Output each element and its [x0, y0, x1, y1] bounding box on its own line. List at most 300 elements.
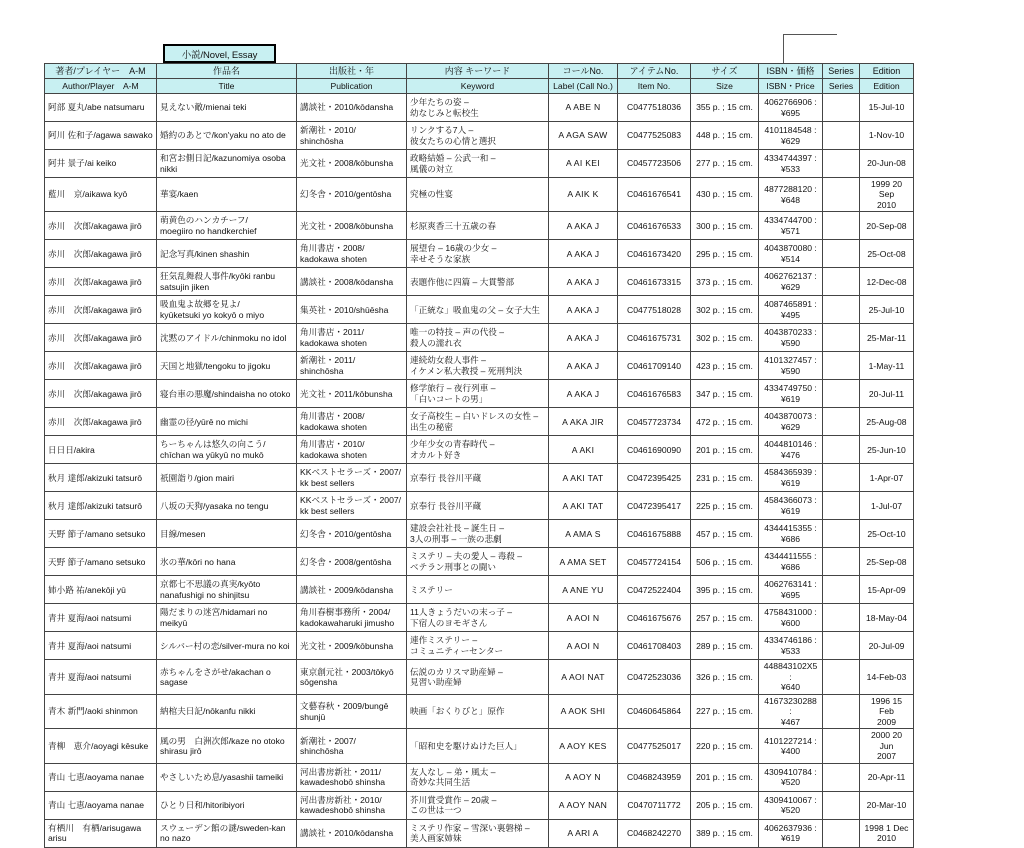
cell-label[interactable]: A AKA J	[549, 212, 618, 240]
table-row	[45, 122, 914, 150]
cell-edition[interactable]: 25-Jul-10	[860, 296, 914, 324]
cell-keyword[interactable]: 修学旅行 – 夜行列車 – 「白いコートの男」	[407, 380, 549, 408]
cell-edition[interactable]: 2000 20 Jun 2007	[860, 729, 914, 763]
cell-isbn[interactable]: 4309410784 : ¥520	[759, 763, 823, 791]
table-row	[45, 520, 914, 548]
cell-item[interactable]: C0457724154	[618, 548, 691, 576]
cell-title[interactable]: 風の男 白洲次郎/kaze no otoko shirasu jirō	[157, 729, 297, 763]
cell-edition[interactable]: 20-Jul-11	[860, 380, 914, 408]
cell-keyword[interactable]: 「昭和史を駆けぬけた巨人」	[407, 729, 549, 763]
cell-publication[interactable]: 角川春樹事務所・2004/ kadokawaharuki jimusho	[297, 604, 407, 632]
cell-keyword[interactable]: 展望台 – 16歳の少女 – 幸せそうな家族	[407, 240, 549, 268]
cell-isbn[interactable]: 4101227214 : ¥400	[759, 729, 823, 763]
cell-edition[interactable]: 20-Sep-08	[860, 212, 914, 240]
cell-series[interactable]	[823, 122, 860, 150]
cell-publication[interactable]: 文藝春秋・2009/bungē shunjū	[297, 694, 407, 728]
cell-author[interactable]: 日日日/akira	[45, 436, 157, 464]
table-row	[45, 548, 914, 576]
cell-item[interactable]: C0477518036	[618, 94, 691, 122]
cell-series[interactable]	[823, 380, 860, 408]
cell-publication[interactable]: 角川書店・2008/ kadokawa shoten	[297, 408, 407, 436]
cell-edition[interactable]: 25-Mar-11	[860, 324, 914, 352]
cell-series[interactable]	[823, 576, 860, 604]
cell-author[interactable]: 赤川 次郎/akagawa jirō	[45, 324, 157, 352]
cell-keyword[interactable]: 少年たちの姿 – 幼なじみと転校生	[407, 94, 549, 122]
cell-label[interactable]: A AOY N	[549, 763, 618, 791]
cell-keyword[interactable]: 杉原爽香三十五歳の春	[407, 212, 549, 240]
cell-size[interactable]: 326 p. ; 15 cm.	[691, 660, 759, 694]
cell-series[interactable]	[823, 464, 860, 492]
cell-edition[interactable]: 15-Apr-09	[860, 576, 914, 604]
cell-size[interactable]: 302 p. ; 15 cm.	[691, 296, 759, 324]
cell-author[interactable]: 天野 節子/amano setsuko	[45, 548, 157, 576]
cell-item[interactable]: C0461675888	[618, 520, 691, 548]
cell-size[interactable]: 506 p. ; 15 cm.	[691, 548, 759, 576]
cell-author[interactable]: 青木 新門/aoki shinmon	[45, 694, 157, 728]
cell-size[interactable]: 347 p. ; 15 cm.	[691, 380, 759, 408]
cell-title[interactable]: 京都七不思議の真実/kyōto nanafushigi no shinjitsu	[157, 576, 297, 604]
cell-publication[interactable]: 東京創元社・2003/tōkyō sōgensha	[297, 660, 407, 694]
cell-series[interactable]	[823, 296, 860, 324]
cell-item[interactable]: C0461673315	[618, 268, 691, 296]
cell-size[interactable]: 430 p. ; 15 cm.	[691, 178, 759, 212]
cell-item[interactable]: C0470711772	[618, 791, 691, 819]
cell-size[interactable]: 220 p. ; 15 cm.	[691, 729, 759, 763]
header-item-jp[interactable]: アイテムNo.	[618, 64, 691, 79]
cell-size[interactable]: 373 p. ; 15 cm.	[691, 268, 759, 296]
cell-publication[interactable]: 新潮社・2007/ shinchōsha	[297, 729, 407, 763]
cell-keyword[interactable]: リンクする7人 – 彼女たちの心情と選択	[407, 122, 549, 150]
cell-keyword[interactable]: 京奉行 長谷川平蔵	[407, 464, 549, 492]
cell-label[interactable]: A AOY NAN	[549, 791, 618, 819]
cell-label[interactable]: A AKA J	[549, 240, 618, 268]
table-row	[45, 763, 914, 791]
cell-label[interactable]: A AOI NAT	[549, 660, 618, 694]
table-row	[45, 178, 914, 212]
cell-item[interactable]: C0461690090	[618, 436, 691, 464]
cell-isbn[interactable]: 41673230288 : ¥467	[759, 694, 823, 728]
header-label-jp[interactable]: コールNo.	[549, 64, 618, 79]
cell-keyword[interactable]: 11人きょうだいの末っ子 – 下宿人のヨモギさん	[407, 604, 549, 632]
cell-label[interactable]: A AKA J	[549, 352, 618, 380]
cell-series[interactable]	[823, 819, 860, 847]
table-row	[45, 660, 914, 694]
table-row	[45, 819, 914, 847]
cell-item[interactable]: C0472522404	[618, 576, 691, 604]
cell-isbn[interactable]: 4584366073 : ¥619	[759, 492, 823, 520]
cell-size[interactable]: 457 p. ; 15 cm.	[691, 520, 759, 548]
header-size-en[interactable]: Size	[691, 79, 759, 94]
cell-title[interactable]: 納棺夫日記/nōkanfu nikki	[157, 694, 297, 728]
cell-isbn[interactable]: 4101184548 : ¥629	[759, 122, 823, 150]
cell-title[interactable]: 幽霊の径/yūrē no michi	[157, 408, 297, 436]
header-isbn-en[interactable]: ISBN・Price	[759, 79, 823, 94]
cell-item[interactable]: C0477518028	[618, 296, 691, 324]
cell-publication[interactable]: 河出書房新社・2010/ kawadeshobō shinsha	[297, 791, 407, 819]
cell-size[interactable]: 395 p. ; 15 cm.	[691, 576, 759, 604]
header-author-jp[interactable]: 著者/プレイヤー A-M	[45, 64, 157, 79]
cell-publication[interactable]: 新潮社・2010/ shinchōsha	[297, 122, 407, 150]
cell-author[interactable]: 天野 節子/amano setsuko	[45, 520, 157, 548]
cell-title[interactable]: 華宴/kaen	[157, 178, 297, 212]
cell-label[interactable]: A AMA SET	[549, 548, 618, 576]
cell-title[interactable]: ちーちゃんは悠久の向こう/ chīchan wa yūkyū no mukō	[157, 436, 297, 464]
cell-keyword[interactable]: ミステリ – 夫の愛人 – 毒殺 – ベテラン刑事との闘い	[407, 548, 549, 576]
cell-isbn[interactable]: 4062762137 : ¥629	[759, 268, 823, 296]
cell-item[interactable]: C0461673420	[618, 240, 691, 268]
cell-title[interactable]: 見えない敵/mienai teki	[157, 94, 297, 122]
cell-isbn[interactable]: 4877288120 : ¥648	[759, 178, 823, 212]
cell-author[interactable]: 阿川 佐和子/agawa sawako	[45, 122, 157, 150]
cell-item[interactable]: C0461676533	[618, 212, 691, 240]
cell-edition[interactable]: 1999 20 Sep 2010	[860, 178, 914, 212]
header-title-jp[interactable]: 作品名	[157, 64, 297, 79]
cell-edition[interactable]: 25-Jun-10	[860, 436, 914, 464]
cell-publication[interactable]: 幻冬舎・2010/gentōsha	[297, 520, 407, 548]
cell-publication[interactable]: 講談社・2010/kōdansha	[297, 819, 407, 847]
cell-size[interactable]: 289 p. ; 15 cm.	[691, 632, 759, 660]
cell-label[interactable]: A AMA S	[549, 520, 618, 548]
cell-title[interactable]: 萌黄色のハンカチーフ/ moegiiro no handkerchief	[157, 212, 297, 240]
cell-edition[interactable]: 20-Mar-10	[860, 791, 914, 819]
cell-size[interactable]: 227 p. ; 15 cm.	[691, 694, 759, 728]
cell-publication[interactable]: 光文社・2008/kōbunsha	[297, 150, 407, 178]
cell-series[interactable]	[823, 548, 860, 576]
cell-title[interactable]: 寝台車の悪魔/shindaisha no otoko	[157, 380, 297, 408]
cell-edition[interactable]: 1-May-11	[860, 352, 914, 380]
cell-title[interactable]: 氷の華/kōri no hana	[157, 548, 297, 576]
cell-isbn[interactable]: 4758431000 : ¥600	[759, 604, 823, 632]
cell-publication[interactable]: 新潮社・2011/ shinchōsha	[297, 352, 407, 380]
cell-author[interactable]: 秋月 達郎/akizuki tatsurō	[45, 464, 157, 492]
cell-keyword[interactable]: 映画「おくりびと」原作	[407, 694, 549, 728]
cell-size[interactable]: 225 p. ; 15 cm.	[691, 492, 759, 520]
cell-isbn[interactable]: 4584365939 : ¥619	[759, 464, 823, 492]
cell-keyword[interactable]: 政略結婚 – 公武一和 – 風儀の対立	[407, 150, 549, 178]
cell-edition[interactable]: 18-May-04	[860, 604, 914, 632]
cell-author[interactable]: 藍川 京/aikawa kyō	[45, 178, 157, 212]
cell-size[interactable]: 277 p. ; 15 cm.	[691, 150, 759, 178]
header-size-jp[interactable]: サイズ	[691, 64, 759, 79]
cell-author[interactable]: 姉小路 祐/anekōji yū	[45, 576, 157, 604]
cell-edition[interactable]: 1-Nov-10	[860, 122, 914, 150]
cell-item[interactable]: C0461709140	[618, 352, 691, 380]
cell-isbn[interactable]: 4043870073 : ¥629	[759, 408, 823, 436]
cell-isbn[interactable]: 4043870080 : ¥514	[759, 240, 823, 268]
cell-size[interactable]: 300 p. ; 15 cm.	[691, 212, 759, 240]
cell-series[interactable]	[823, 150, 860, 178]
cell-item[interactable]: C0472523036	[618, 660, 691, 694]
cell-keyword[interactable]: 伝説のカリスマ助産婦 – 見習い助産婦	[407, 660, 549, 694]
cell-label[interactable]: A AKA JIR	[549, 408, 618, 436]
cell-item[interactable]: C0457723506	[618, 150, 691, 178]
cell-title[interactable]: シルバー村の恋/silver-mura no koi	[157, 632, 297, 660]
cell-isbn[interactable]: 4062763141 : ¥695	[759, 576, 823, 604]
cell-size[interactable]: 302 p. ; 15 cm.	[691, 324, 759, 352]
cell-item[interactable]: C0461675676	[618, 604, 691, 632]
cell-edition[interactable]: 1-Jul-07	[860, 492, 914, 520]
cell-isbn[interactable]: 4062766906 : ¥695	[759, 94, 823, 122]
cell-item[interactable]: C0477525017	[618, 729, 691, 763]
cell-author[interactable]: 有栖川 有栖/arisugawa arisu	[45, 819, 157, 847]
cell-author[interactable]: 阿部 夏丸/abe natsumaru	[45, 94, 157, 122]
table-body	[45, 94, 914, 848]
table-row	[45, 632, 914, 660]
cell-keyword[interactable]: ミステリー	[407, 576, 549, 604]
cell-publication[interactable]: 光文社・2011/kōbunsha	[297, 380, 407, 408]
cell-item[interactable]: C0461676583	[618, 380, 691, 408]
cell-series[interactable]	[823, 240, 860, 268]
cell-publication[interactable]: 幻冬舎・2010/gentōsha	[297, 178, 407, 212]
cell-keyword[interactable]: 建設会社社長 – 誕生日 – 3人の刑事 – 一族の悲劇	[407, 520, 549, 548]
cell-size[interactable]: 205 p. ; 15 cm.	[691, 791, 759, 819]
cell-title[interactable]: 目線/mesen	[157, 520, 297, 548]
header-label-en[interactable]: Label (Call No.)	[549, 79, 618, 94]
cell-size[interactable]: 295 p. ; 15 cm.	[691, 240, 759, 268]
cell-title[interactable]: 狂気乱舞殺人事件/kyōki ranbu satsujin jiken	[157, 268, 297, 296]
cell-edition[interactable]: 12-Dec-08	[860, 268, 914, 296]
cell-publication[interactable]: 講談社・2010/kōdansha	[297, 94, 407, 122]
cell-author[interactable]: 青井 夏海/aoi natsumi	[45, 604, 157, 632]
cell-label[interactable]: A AIK K	[549, 178, 618, 212]
cell-size[interactable]: 472 p. ; 15 cm.	[691, 408, 759, 436]
cell-series[interactable]	[823, 268, 860, 296]
cell-series[interactable]	[823, 436, 860, 464]
header-keyword-jp[interactable]: 内容 キーワード	[407, 64, 549, 79]
cell-label[interactable]: A AKA J	[549, 268, 618, 296]
cell-isbn[interactable]: 4043870233 : ¥590	[759, 324, 823, 352]
header-publication-en[interactable]: Publication	[297, 79, 407, 94]
cell-series[interactable]	[823, 729, 860, 763]
header-isbn-jp[interactable]: ISBN・価格	[759, 64, 823, 79]
cell-author[interactable]: 赤川 次郎/akagawa jirō	[45, 380, 157, 408]
cell-label[interactable]: A AI KEI	[549, 150, 618, 178]
cell-edition[interactable]: 1998 1 Dec 2010	[860, 819, 914, 847]
cell-item[interactable]: C0460645864	[618, 694, 691, 728]
cell-title[interactable]: 八坂の天狗/yasaka no tengu	[157, 492, 297, 520]
cell-size[interactable]: 201 p. ; 15 cm.	[691, 763, 759, 791]
table-row	[45, 296, 914, 324]
cell-label[interactable]: A AKA J	[549, 380, 618, 408]
cell-title[interactable]: 天国と地獄/tengoku to jigoku	[157, 352, 297, 380]
cell-item[interactable]: C0472395425	[618, 464, 691, 492]
cell-series[interactable]	[823, 660, 860, 694]
cell-label[interactable]: A AOY KES	[549, 729, 618, 763]
cell-keyword[interactable]: 表題作他に四篇 – 大貫警部	[407, 268, 549, 296]
header-series-jp[interactable]: Series	[823, 64, 860, 79]
cell-isbn[interactable]: 4062637936 : ¥619	[759, 819, 823, 847]
cell-size[interactable]: 257 p. ; 15 cm.	[691, 604, 759, 632]
cell-publication[interactable]: 角川書店・2011/ kadokawa shoten	[297, 324, 407, 352]
cell-size[interactable]: 201 p. ; 15 cm.	[691, 436, 759, 464]
table-row	[45, 464, 914, 492]
cell-keyword[interactable]: 連続幼女殺人事件 – イケメン私大教授 – 死刑判決	[407, 352, 549, 380]
header-keyword-en[interactable]: Keyword	[407, 79, 549, 94]
cell-title[interactable]: 陽だまりの迷宮/hidamari no meikyū	[157, 604, 297, 632]
cell-keyword[interactable]: 唯一の特技 – 声の代役 – 殺人の濡れ衣	[407, 324, 549, 352]
cell-isbn[interactable]: 4334744397 : ¥533	[759, 150, 823, 178]
cell-publication[interactable]: KKベストセラーズ・2007/ kk best sellers	[297, 492, 407, 520]
cell-isbn[interactable]: 4344411555 : ¥686	[759, 548, 823, 576]
cell-series[interactable]	[823, 694, 860, 728]
header-edition-en[interactable]: Edition	[860, 79, 914, 94]
cell-title[interactable]: 記念写真/kinen shashin	[157, 240, 297, 268]
cell-author[interactable]: 青柳 恵介/aoyagi kēsuke	[45, 729, 157, 763]
cell-label[interactable]: A AKI TAT	[549, 464, 618, 492]
cell-label[interactable]: A AOI N	[549, 604, 618, 632]
cell-author[interactable]: 赤川 次郎/akagawa jirō	[45, 268, 157, 296]
table-header	[45, 64, 914, 94]
cell-title[interactable]: やさしいため息/yasashii tameiki	[157, 763, 297, 791]
cell-size[interactable]: 448 p. ; 15 cm.	[691, 122, 759, 150]
cell-item[interactable]: C0461676541	[618, 178, 691, 212]
cell-edition[interactable]: 25-Aug-08	[860, 408, 914, 436]
cell-edition[interactable]: 20-Jul-09	[860, 632, 914, 660]
cell-author[interactable]: 赤川 次郎/akagawa jirō	[45, 408, 157, 436]
cell-item[interactable]: C0457723734	[618, 408, 691, 436]
cell-keyword[interactable]: 少年少女の青春時代 – オカルト好き	[407, 436, 549, 464]
cell-isbn[interactable]: 4334749750 : ¥619	[759, 380, 823, 408]
cell-title[interactable]: ひとり日和/hitoribiyori	[157, 791, 297, 819]
cell-author[interactable]: 赤川 次郎/akagawa jirō	[45, 212, 157, 240]
cell-series[interactable]	[823, 763, 860, 791]
cell-keyword[interactable]: 「正統な」吸血鬼の父 – 女子大生	[407, 296, 549, 324]
cell-label[interactable]: A AKI TAT	[549, 492, 618, 520]
cell-publication[interactable]: 河出書房新社・2011/ kawadeshobō shinsha	[297, 763, 407, 791]
cell-author[interactable]: 赤川 次郎/akagawa jirō	[45, 296, 157, 324]
cell-keyword[interactable]: 芥川賞受賞作 – 20歳 – この世は一つ	[407, 791, 549, 819]
cell-author[interactable]: 赤川 次郎/akagawa jirō	[45, 240, 157, 268]
cell-isbn[interactable]: 4044810146 : ¥476	[759, 436, 823, 464]
cell-label[interactable]: A AKI	[549, 436, 618, 464]
header-title-en[interactable]: Title	[157, 79, 297, 94]
cell-series[interactable]	[823, 94, 860, 122]
cell-title[interactable]: 和宮お側日記/kazunomiya osoba nikki	[157, 150, 297, 178]
cell-keyword[interactable]: 究極の性宴	[407, 178, 549, 212]
cell-item[interactable]: C0468242270	[618, 819, 691, 847]
cell-author[interactable]: 赤川 次郎/akagawa jirō	[45, 352, 157, 380]
cell-isbn[interactable]: 4309410067 : ¥520	[759, 791, 823, 819]
cell-edition[interactable]: 15-Jul-10	[860, 94, 914, 122]
cell-keyword[interactable]: 友人なし – 弟・風太 – 奇妙な共同生活	[407, 763, 549, 791]
header-edition-jp[interactable]: Edition	[860, 64, 914, 79]
cell-keyword[interactable]: ミステリ作家 – 雪深い裏磐梯 – 美人画家姉妹	[407, 819, 549, 847]
cell-series[interactable]	[823, 520, 860, 548]
cell-title[interactable]: スウェーデン館の謎/sweden-kan no nazo	[157, 819, 297, 847]
cell-series[interactable]	[823, 408, 860, 436]
cell-isbn[interactable]: 4087465891 : ¥495	[759, 296, 823, 324]
cell-title[interactable]: 沈黙のアイドル/chinmoku no idol	[157, 324, 297, 352]
cell-series[interactable]	[823, 352, 860, 380]
cell-series[interactable]	[823, 178, 860, 212]
cell-label[interactable]: A AGA SAW	[549, 122, 618, 150]
table-row	[45, 408, 914, 436]
cell-publication[interactable]: 講談社・2008/kōdansha	[297, 268, 407, 296]
cell-publication[interactable]: 角川書店・2010/ kadokawa shoten	[297, 436, 407, 464]
cell-isbn[interactable]: 4344415355 : ¥686	[759, 520, 823, 548]
cell-edition[interactable]: 1-Apr-07	[860, 464, 914, 492]
cell-author[interactable]: 秋月 達郎/akizuki tatsurō	[45, 492, 157, 520]
cell-publication[interactable]: 集英社・2010/shūēsha	[297, 296, 407, 324]
cell-title[interactable]: 祇園詣り/gion mairi	[157, 464, 297, 492]
cell-keyword[interactable]: 京奉行 長谷川平蔵	[407, 492, 549, 520]
cell-size[interactable]: 231 p. ; 15 cm.	[691, 464, 759, 492]
cell-series[interactable]	[823, 324, 860, 352]
cell-series[interactable]	[823, 791, 860, 819]
cell-series[interactable]	[823, 492, 860, 520]
cell-edition[interactable]: 1996 15 Feb 2009	[860, 694, 914, 728]
cell-edition[interactable]: 14-Feb-03	[860, 660, 914, 694]
category-title-tab: 小説/Novel, Essay	[163, 44, 276, 63]
cell-label[interactable]: A AKA J	[549, 324, 618, 352]
header-publication-jp[interactable]: 出版社・年	[297, 64, 407, 79]
cell-label[interactable]: A ANE YU	[549, 576, 618, 604]
cell-series[interactable]	[823, 632, 860, 660]
cell-edition[interactable]: 20-Jun-08	[860, 150, 914, 178]
cell-author[interactable]: 阿井 景子/ai keiko	[45, 150, 157, 178]
cell-label[interactable]: A AOI N	[549, 632, 618, 660]
cell-title[interactable]: 婚約のあとで/kon'yaku no ato de	[157, 122, 297, 150]
cell-size[interactable]: 423 p. ; 15 cm.	[691, 352, 759, 380]
cell-edition[interactable]: 20-Apr-11	[860, 763, 914, 791]
cell-item[interactable]: C0461708403	[618, 632, 691, 660]
cell-keyword[interactable]: 連作ミステリー – コミュニティーセンター	[407, 632, 549, 660]
cell-item[interactable]: C0461675731	[618, 324, 691, 352]
cell-keyword[interactable]: 女子高校生 – 白いドレスの女性 – 出生の秘密	[407, 408, 549, 436]
cell-label[interactable]: A AOK SHI	[549, 694, 618, 728]
table-row	[45, 436, 914, 464]
cell-publication[interactable]: 光文社・2008/kōbunsha	[297, 212, 407, 240]
cell-author[interactable]: 青山 七恵/aoyama nanae	[45, 763, 157, 791]
cell-author[interactable]: 青井 夏海/aoi natsumi	[45, 660, 157, 694]
table-row	[45, 212, 914, 240]
cell-size[interactable]: 355 p. ; 15 cm.	[691, 94, 759, 122]
cell-publication[interactable]: 講談社・2009/kōdansha	[297, 576, 407, 604]
cell-publication[interactable]: KKベストセラーズ・2007/ kk best sellers	[297, 464, 407, 492]
cell-isbn[interactable]: 4334746186 : ¥533	[759, 632, 823, 660]
cell-publication[interactable]: 角川書店・2008/ kadokawa shoten	[297, 240, 407, 268]
cell-title[interactable]: 吸血鬼よ故郷を見よ/ kyūketsuki yo kokyō o miyo	[157, 296, 297, 324]
cell-label[interactable]: A AKA J	[549, 296, 618, 324]
cell-isbn[interactable]: 448843102X5 : ¥640	[759, 660, 823, 694]
cell-edition[interactable]: 25-Sep-08	[860, 548, 914, 576]
header-series-en[interactable]: Series	[823, 79, 860, 94]
cell-series[interactable]	[823, 604, 860, 632]
cell-edition[interactable]: 25-Oct-08	[860, 240, 914, 268]
cell-label[interactable]: A ABE N	[549, 94, 618, 122]
cell-size[interactable]: 389 p. ; 15 cm.	[691, 819, 759, 847]
cell-item[interactable]: C0477525083	[618, 122, 691, 150]
header-row-japanese	[45, 64, 914, 79]
table-row	[45, 150, 914, 178]
cell-author[interactable]: 青井 夏海/aoi natsumi	[45, 632, 157, 660]
cell-item[interactable]: C0472395417	[618, 492, 691, 520]
cell-label[interactable]: A ARI A	[549, 819, 618, 847]
cell-isbn[interactable]: 4334744700 : ¥571	[759, 212, 823, 240]
header-author-en[interactable]: Author/Player A-M	[45, 79, 157, 94]
cell-publication[interactable]: 幻冬舎・2008/gentōsha	[297, 548, 407, 576]
cell-series[interactable]	[823, 212, 860, 240]
cell-publication[interactable]: 光文社・2009/kōbunsha	[297, 632, 407, 660]
cell-item[interactable]: C0468243959	[618, 763, 691, 791]
cell-author[interactable]: 青山 七恵/aoyama nanae	[45, 791, 157, 819]
cell-edition[interactable]: 25-Oct-10	[860, 520, 914, 548]
cell-isbn[interactable]: 4101327457 : ¥590	[759, 352, 823, 380]
table-row	[45, 604, 914, 632]
table-row	[45, 94, 914, 122]
cell-title[interactable]: 赤ちゃんをさがせ/akachan o sagase	[157, 660, 297, 694]
header-item-en[interactable]: Item No.	[618, 79, 691, 94]
